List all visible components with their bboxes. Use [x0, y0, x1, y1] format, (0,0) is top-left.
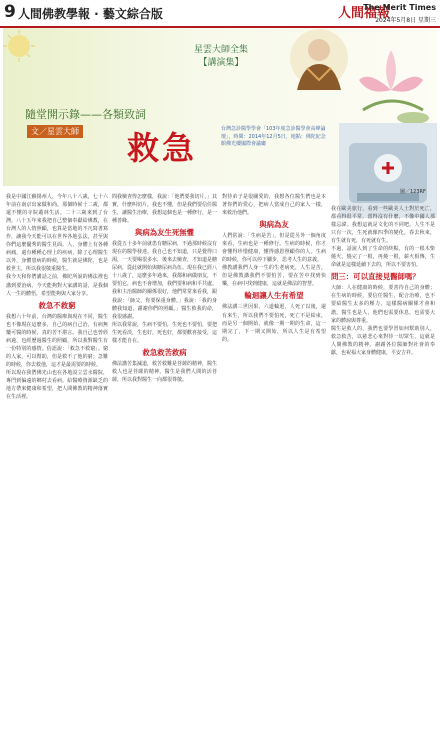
article-kicker: 隨堂開示錄——各類致詞	[25, 108, 146, 121]
paragraph: 佛教講我們人身一生的生老病死，人生是苦，但是佛教講我們不要怕苦，要在苦中找到快樂，在病中找到健康，這就是佛法的智慧。	[222, 265, 326, 288]
text-column-2	[112, 193, 217, 733]
section-heading: 救急救苦救病	[142, 347, 187, 357]
article-headline: 救急	[127, 129, 198, 167]
page-header	[0, 0, 440, 28]
paragraph: 我今天和你們講話之前，佛陀所說的佛法裡也講到要治病。今天能夠對大家講的話，是我個人一生的體悟，希望能夠與大家分享。	[6, 274, 108, 297]
section-heading: 與病為友	[259, 220, 289, 230]
paragraph: 大師：人在健康的時候，要善待自己的身體；在生病的時候，要信任醫生，配合治療，也不要給醫生太多的壓力，這樣醫病關係才會和諧。醫生也是人，他們也需要休息，也需要大家的體諒與尊重。	[331, 285, 435, 324]
newspaper-logo: 人間福報	[337, 6, 390, 21]
text-column-4	[331, 205, 435, 733]
section-heading: 問三：可以直接見醫師嗎？	[331, 272, 420, 282]
paragraph: 所以現在我們佛光山也在各地設立雲水醫院，專門到偏遠的鄉村去看病，給醫療資源缺乏的地方帶來健康和希望，把人間佛教的精神落實在生活裡。	[6, 369, 108, 401]
newspaper-logo-english: The Merit Times	[363, 3, 436, 12]
photo-caption: 圖／123RF	[400, 189, 426, 195]
text-column-3	[222, 193, 326, 733]
paragraph: 不過，話說人到了生命的終點，有的一根木柴燒火，燒完了一根，再燒一根，薪火相傳，生命就是這樣延續下去的，所以不要害怕。	[331, 246, 435, 269]
paragraph: 佛法講三世因果、六道輪迴，人死了以後，還有來生，所以我們不要怕死，死亡不是結束，而是另一個開始，就像一期一期的生命，這一期完了，下一期又開始，所以人生是有希望的。	[222, 304, 326, 343]
photo-illustration	[339, 123, 437, 218]
paragraph: 我想六十年前，台灣的醫療與現在不同，醫生也不像現在這麼多，自己的病自己治，有病無藥可醫的時候，真的苦不堪言。我自己也曾經病過，也經歷過醫生的照顧，所以我對醫生有一份特別的感情。俗語說：「救急不救窮」。窮的人家，可以幫助，但是救不了他的窮；急難的時候，你去救他，這才是最需要的時候。	[6, 313, 108, 368]
sun-icon	[3, 28, 67, 92]
paragraph: 所以我常說，生病不要怕，生死也不要怕，要把生死看淡，生也好，死也好，都要歡喜接受，這樣才能自在。	[112, 321, 217, 344]
section-heading: 輪迴讓人生有希望	[244, 291, 304, 301]
paragraph: 我從五十多年前就患有糖尿病，不過那時候沒有現在的醫學發達。我自己也不知道，只是覺得口渴，一天要喝很多水，後來去檢查，才知道是糖尿病，從此就開始與糖尿病為伍。現在我已經八十八歲了，這麼多年過來，我都和病做朋友，不要怕它，病也不會增加，我們要和病和平共處。	[112, 241, 217, 288]
lotus-icon	[343, 40, 439, 130]
paragraph: 人們常說：「生病是苦」，但是從另外一個角度來看，生病也是一種修行。生病的時候，你才會懂得珍惜健康，懂得感恩照顧你的人。生病的時候，你可以停下腳步，思考人生的意義。	[222, 233, 326, 264]
paragraph: 佛法講苦集滅道，救苦救難是菩薩的精神，醫生救人也是菩薩的精神。醫生是我們人間的活菩薩，所以我對醫生一向都很尊敬。	[112, 360, 217, 383]
series-line2: 【講演集】	[198, 58, 244, 68]
series-title	[181, 42, 261, 68]
article-author: 文／星雲大師	[27, 125, 83, 138]
section-name: 人間佛教學報 · 藝文綜合版	[18, 7, 163, 21]
page-number: 9	[4, 2, 16, 22]
article-banner	[3, 28, 437, 186]
paragraph: 我和主治醫師的關係很好，他們常常來看我，跟我說：「師父，你要保重身體。」我說：「我的身體我知道，謝謝你們的照顧。」醫生救我的命，我很感謝。	[112, 289, 217, 320]
section-heading: 與病為友生死無懼	[134, 228, 195, 238]
paragraph: 我在歐美旅行，看到一些歐美人士對於死亡，都看得很平常，當得沒有什麼，不像中國人那樣忌諱。我想這就是文化的不同吧。人生不是只有一次，生死就像四季的變化，春去秋來，有生就有死，有死就有生。	[331, 206, 435, 245]
text-column-1	[6, 193, 108, 733]
issue-date: 2024年5月8日 星期三	[375, 17, 436, 24]
talk-source-note: 台灣急診醫學學會「103年度急診醫學會高峰論壇」，時間：2014年12月5日，地點：佛陀紀念館佛光樓國際會議廳	[221, 126, 326, 147]
section-heading: 救急不救窮	[38, 300, 76, 310]
paragraph: 對待弟子是很關愛的，我想各位醫生們也是本著你們的愛心，把病人當成自己的家人一樣，來救治他們。	[222, 194, 326, 217]
paragraph: 我是中國江蘇揚州人，今年八十八歲，七十六年前在南京出家做和尚。那個時候十二歲，都還不懂的寺院叢林生活。二十三歲來到了台灣，八十五年來我把自己整個奉獻給佛教，在台灣人的人情照顧，也算是當地的不凡寫書寫作，讓我今天能可以在世界各地弘法，甚至與你們這麼優秀的醫生見面。人，身體上有各種病痛，還有種種心理上的疾病，除了心理醫生以外，身體患病的時候，醫生就是佛陀，也是救世主，所以我很敬重醫生。	[6, 194, 108, 273]
series-line1: 星雲大師全集	[193, 45, 248, 55]
paragraph: 問我檢查得怎麼樣，我說：「他們要我切片。」其實，什麼叫切片，我也不懂，但是我們要信任醫生，讓醫生治療，我想這個也是一種修行，是一種善緣。	[112, 194, 217, 225]
paragraph: 醫生是救人的，我們也要學習如何幫助別人，救急救苦，以慈悲心來對待一切眾生，這就是人間佛教的精神。謝謝各位醫師對社會的奉獻，也祝福大家身體健康，平安吉祥。	[331, 325, 435, 356]
